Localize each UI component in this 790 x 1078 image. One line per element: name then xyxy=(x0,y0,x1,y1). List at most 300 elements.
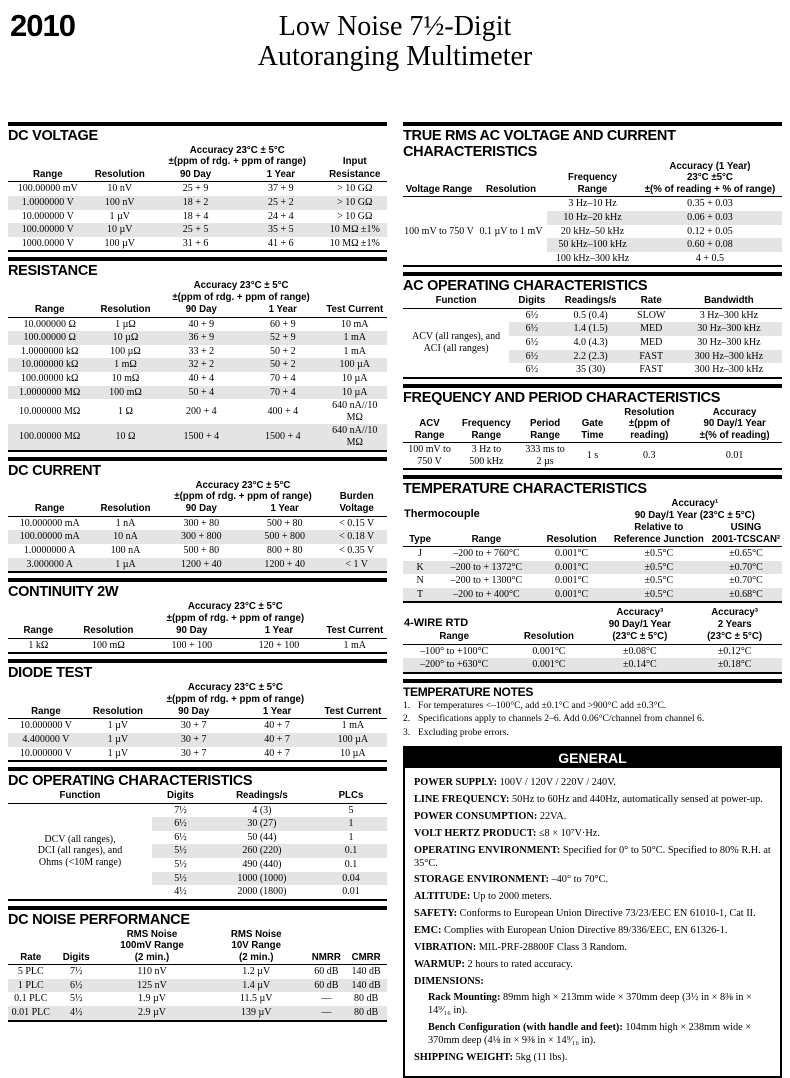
spec-label: VIBRATION: xyxy=(414,941,477,953)
table-cell: > 10 GΩ xyxy=(323,196,387,210)
table-row xyxy=(8,196,387,210)
section-dc-operating xyxy=(8,767,387,901)
table-cell: 1 mA xyxy=(343,639,366,651)
table-row xyxy=(8,733,387,747)
table-cell: 0.60 + 0.08 xyxy=(638,238,782,252)
table-cell: 1 µV xyxy=(107,720,129,732)
table-cell: 300 Hz–300 kHz xyxy=(694,364,764,376)
column-header xyxy=(323,601,387,625)
table-row xyxy=(403,574,782,588)
dc-noise-table xyxy=(8,929,387,1022)
column-header: 90 Day xyxy=(152,706,235,719)
table-cell: — xyxy=(321,993,332,1005)
table-cell: 10 µV xyxy=(88,223,152,237)
table-cell: 1200 + 40 xyxy=(160,558,243,573)
table-cell: 6½ xyxy=(53,979,98,993)
column-header: Accuracy 23°C ± 5°C ±(ppm of rdg. + ppm of range) xyxy=(172,280,310,303)
table-cell: 37 + 9 xyxy=(268,183,294,195)
table-cell: 40 + 4 xyxy=(188,372,215,384)
header-row xyxy=(8,929,387,965)
column-header: Resolution xyxy=(91,503,159,516)
header-row xyxy=(8,706,387,719)
table-cell: 0.001°C xyxy=(532,645,566,657)
table-cell: 1.0000000 V xyxy=(8,196,88,210)
table-row xyxy=(403,546,782,560)
table-row xyxy=(8,223,387,237)
table-cell: 10 mΩ xyxy=(111,372,140,384)
spec-label: POWER CONSUMPTION: xyxy=(414,810,538,822)
table-cell: 5½ xyxy=(174,859,187,871)
general-spec-item: STORAGE ENVIRONMENT: –40° to 70°C. xyxy=(414,874,609,886)
section-title: DC NOISE PERFORMANCE xyxy=(8,911,190,928)
column-header: 4-WIRE RTD xyxy=(404,617,469,630)
table-cell: < 1 V xyxy=(326,558,387,573)
table-cell: 1 kΩ xyxy=(28,639,49,651)
column-header: Accuracy³ 2 Years xyxy=(711,607,759,630)
table-cell: 1 mA xyxy=(323,331,387,345)
table-cell: 50 + 2 xyxy=(269,345,296,357)
table-cell: 640 nA//10 MΩ xyxy=(323,424,387,450)
table-cell: –200° to +630°C xyxy=(403,658,505,673)
dc-operating-table xyxy=(8,790,387,901)
section-title: DC OPERATING CHARACTERISTICS xyxy=(8,773,253,790)
table-cell: 32 + 2 xyxy=(160,358,243,372)
table-cell: 1 xyxy=(348,831,354,843)
table-cell: ±0.5°C xyxy=(608,588,710,603)
table-cell: FAST xyxy=(627,350,676,364)
table-cell: ±0.5°C xyxy=(644,575,674,587)
temperature-note xyxy=(403,727,782,739)
section-true-rms xyxy=(403,122,782,267)
column-header: Period Range xyxy=(517,407,574,443)
header-row xyxy=(403,522,782,546)
header-row xyxy=(403,498,782,522)
table-cell: 24 + 4 xyxy=(268,210,294,222)
table-cell: 10.000000 kΩ xyxy=(8,358,91,372)
table-cell: 100.00000 kΩ xyxy=(20,372,79,384)
column-header: Resolution xyxy=(505,631,592,644)
table-cell: < 0.15 V xyxy=(339,517,375,529)
resistance-table xyxy=(8,280,387,451)
column-header: Range xyxy=(8,625,69,638)
table-cell: 300 + 80 xyxy=(183,517,220,529)
spec-label: SAFETY: xyxy=(414,908,458,920)
table-cell: 11.5 µV xyxy=(239,993,273,1005)
table-cell: 120 + 100 xyxy=(258,639,300,651)
column-header: Gate Time xyxy=(574,407,612,443)
table-cell: 80 dB xyxy=(345,1006,387,1021)
column-header: Accuracy³ 90 Day/1 Year xyxy=(608,607,672,630)
table-cell: ±0.18°C xyxy=(687,658,782,673)
table-cell: 4.0 (4.3) xyxy=(573,336,608,348)
table-cell: 10 µΩ xyxy=(91,331,159,345)
table-cell: 100.00000 mV xyxy=(17,183,78,195)
column-header: Bandwidth xyxy=(676,295,782,308)
column-header: Accuracy (1 Year) 23°C ±5°C ±(% of reading + % of range) xyxy=(638,161,782,197)
table-cell: 3 Hz–10 Hz xyxy=(568,198,617,210)
column-header: 90 Day xyxy=(148,625,235,638)
column-header: PLCs xyxy=(315,790,387,803)
table-cell: 100 + 100 xyxy=(171,639,213,651)
table-cell: 0.001°C xyxy=(536,588,608,603)
table-row xyxy=(8,358,387,372)
table-cell: 2.9 µV xyxy=(99,1006,205,1021)
table-cell: 500 + 80 xyxy=(266,517,303,529)
table-row xyxy=(8,317,387,331)
table-cell: 40 + 7 xyxy=(264,720,290,732)
column-header: Accuracy 23°C ± 5°C ±(ppm of rdg. + ppm of range) xyxy=(166,601,305,624)
column-header xyxy=(8,682,152,706)
rtd-table xyxy=(403,607,782,674)
table-row xyxy=(8,331,387,345)
table-cell: N xyxy=(416,575,424,587)
table-cell: 640 nA//10 MΩ xyxy=(332,400,378,423)
table-cell: 30 + 7 xyxy=(180,720,207,732)
table-cell: 0.001°C xyxy=(536,561,608,575)
column-header xyxy=(323,280,387,304)
spec-label: SHIPPING WEIGHT: xyxy=(414,1051,513,1063)
table-cell: –200 to + 400°C xyxy=(437,588,536,603)
model-number: 2010 xyxy=(10,8,75,43)
table-row xyxy=(403,644,782,658)
column-header: 90 Day xyxy=(152,169,239,182)
column-header: ACV Range xyxy=(403,407,456,443)
table-cell: 10 µA xyxy=(340,747,366,759)
table-row xyxy=(8,372,387,386)
spec-label: POWER SUPPLY: xyxy=(414,777,498,789)
page-title xyxy=(8,4,782,72)
general-header-bar: GENERAL xyxy=(405,748,780,768)
spec-label: DIMENSIONS: xyxy=(414,975,484,987)
table-cell: 0.3 xyxy=(643,449,656,461)
spec-label: LINE FREQUENCY: xyxy=(414,794,510,806)
table-cell: 1.4 (1.5) xyxy=(555,322,627,336)
table-cell: 30 Hz–300 kHz xyxy=(676,322,782,336)
spec-table xyxy=(8,790,387,901)
table-cell: 1 µA xyxy=(91,558,159,573)
section-dc-current xyxy=(8,457,387,574)
section-general xyxy=(403,746,782,1077)
table-cell: 100 kHz–300 kHz xyxy=(555,252,630,264)
section-freq-period xyxy=(403,384,782,471)
table-cell: 10.000000 mA xyxy=(19,517,80,529)
table-cell: 1 µV xyxy=(84,733,152,747)
spec-label: WARMUP: xyxy=(414,958,465,970)
column-header: Test Current xyxy=(319,706,387,719)
table-cell: 50 kHz–100 kHz xyxy=(547,238,638,252)
table-cell: 30 + 7 xyxy=(180,747,207,759)
column-header: 1 Year xyxy=(235,625,322,638)
table-cell: 6½ xyxy=(152,817,209,831)
section-title: TRUE RMS AC VOLTAGE AND CURRENT CHARACTERISTICS xyxy=(403,128,676,160)
column-header: Accuracy 23°C ± 5°C ±(ppm of rdg. + ppm of range) xyxy=(166,682,305,705)
table-cell: J xyxy=(418,547,422,559)
table-cell: ±0.08°C xyxy=(623,645,657,657)
spec-label: OPERATING ENVIRONMENT: xyxy=(414,844,561,856)
column-header: Readings/s xyxy=(555,295,627,308)
column-header: Rate xyxy=(8,929,53,965)
column-header: RMS Noise 10V Range (2 min.) xyxy=(205,929,307,965)
note-text: For temperatures <–100°C, add ±0.1°C and >900°C add ±0.3°C. xyxy=(418,699,667,711)
table-cell: 33 + 2 xyxy=(188,345,215,357)
spec-table xyxy=(8,601,387,654)
header-row xyxy=(403,631,782,644)
section-temperature-notes xyxy=(403,679,782,739)
table-row xyxy=(8,210,387,224)
table-row xyxy=(8,638,387,653)
general-spec-item: Bench Configuration (with handle and feet): 104mm high × 238mm wide × 370mm deep (4⅛ in × 9⅜ in × 14⁹⁄₁₆ in). xyxy=(428,1022,752,1046)
table-cell: DCV (all ranges), DCI (all ranges), and Ohms (<10M range) xyxy=(8,803,152,900)
table-cell: –200 to + 760°C xyxy=(453,547,520,559)
table-cell: 0.06 + 0.03 xyxy=(638,211,782,225)
table-cell: 10 MΩ ±1% xyxy=(323,223,387,237)
page-title-line2: Autoranging Multimeter xyxy=(257,41,533,73)
note-number: 1. xyxy=(403,699,411,711)
table-cell: 400 + 4 xyxy=(267,405,299,417)
ac-operating-table xyxy=(403,295,782,378)
table-cell: 100 µA xyxy=(323,358,387,372)
column-header: Resolution ±(ppm of reading) xyxy=(611,407,687,443)
general-spec-item: ALTITUDE: Up to 2000 meters. xyxy=(414,891,552,903)
spec-table xyxy=(403,161,782,267)
table-cell: 200 + 4 xyxy=(185,405,217,417)
spec-table xyxy=(8,682,387,762)
table-cell: 10 nV xyxy=(107,183,133,195)
column-header: Resolution xyxy=(475,161,547,197)
table-cell: ±0.5°C xyxy=(644,547,674,559)
table-row xyxy=(8,747,387,762)
table-cell: ±0.5°C xyxy=(608,561,710,575)
table-cell: ±0.70°C xyxy=(729,575,763,587)
spec-label: STORAGE ENVIRONMENT: xyxy=(414,874,549,886)
table-cell: 80 dB xyxy=(354,993,379,1005)
table-cell: 10 Hz–20 kHz xyxy=(547,211,638,225)
column-header: Function xyxy=(8,790,152,803)
column-header: CMRR xyxy=(345,929,387,965)
table-cell: 5½ xyxy=(69,993,83,1005)
general-spec-item: LINE FREQUENCY: 50Hz to 60Hz and 440Hz, automatically sensed at power-up. xyxy=(414,794,763,806)
spec-table xyxy=(403,295,782,378)
table-cell: 7½ xyxy=(174,804,187,816)
table-cell: 1 nA xyxy=(115,517,136,529)
temperature-note xyxy=(403,713,782,725)
table-cell: 25 + 2 xyxy=(239,196,322,210)
table-cell: 40 + 7 xyxy=(264,747,290,759)
table-cell: 41 + 6 xyxy=(268,237,294,249)
column-header: Rate xyxy=(627,295,676,308)
table-row xyxy=(8,992,387,1006)
section-dc-voltage xyxy=(8,122,387,252)
table-cell: 1 µΩ xyxy=(115,318,136,330)
page-title-line1: Low Noise 7½-Digit xyxy=(278,11,512,42)
table-cell: 6½ xyxy=(525,309,539,321)
table-row xyxy=(8,719,387,733)
column-header: Input xyxy=(342,156,367,168)
column-header: Range xyxy=(8,503,91,516)
section-dc-noise xyxy=(8,906,387,1022)
column-header: Voltage xyxy=(326,503,387,516)
table-cell: 1 µV xyxy=(109,210,131,222)
note-text: Excluding probe errors. xyxy=(418,726,509,738)
table-cell: — xyxy=(307,1006,345,1021)
column-header: Accuracy 90 Day/1 Year ±(% of reading) xyxy=(687,407,782,443)
column-header: 90 Day xyxy=(160,304,243,317)
table-cell: 0.1 µV to 1 mV xyxy=(475,197,547,266)
left-column xyxy=(8,122,387,1078)
thermocouple-table xyxy=(403,498,782,603)
table-row xyxy=(8,558,387,573)
freq-period-table xyxy=(403,407,782,471)
table-cell: 2000 (1800) xyxy=(237,886,287,898)
table-cell: 500 + 80 xyxy=(183,545,220,557)
table-cell: 18 + 2 xyxy=(152,196,239,210)
table-cell: 1 mΩ xyxy=(91,358,159,372)
table-cell: 100 mΩ xyxy=(91,386,159,400)
table-row xyxy=(8,803,387,817)
table-cell: 0.35 + 0.03 xyxy=(687,198,733,210)
table-cell: FAST xyxy=(639,364,664,376)
column-header: (23°C ± 5°C) xyxy=(687,631,782,644)
table-cell: > 10 GΩ xyxy=(337,183,373,195)
spec-table xyxy=(8,280,387,451)
table-cell: 60 + 9 xyxy=(269,318,296,330)
column-header: Resolution xyxy=(69,625,149,638)
column-header xyxy=(8,145,152,169)
header-row xyxy=(8,503,387,516)
table-cell: 100 µΩ xyxy=(110,345,141,357)
column-header: 1 Year xyxy=(243,503,326,516)
column-header: NMRR xyxy=(307,929,345,965)
table-cell: 6½ xyxy=(174,831,187,843)
column-header: Range xyxy=(8,169,88,182)
table-cell: 0.001°C xyxy=(555,575,589,587)
table-row xyxy=(8,182,387,196)
general-spec-item: VOLT HERTZ PRODUCT: ≤8 × 10⁷V·Hz. xyxy=(414,827,600,839)
table-cell: 1000.0000 V xyxy=(21,237,74,249)
column-header: Resolution xyxy=(88,169,152,182)
masthead xyxy=(8,4,782,122)
table-cell: 6½ xyxy=(525,364,539,376)
general-spec-item: EMC: Complies with European Union Directive 89/336/EEC, EN 61326-1. xyxy=(414,924,728,936)
table-cell: 0.04 xyxy=(315,872,387,886)
table-cell: 300 Hz–300 kHz xyxy=(676,350,782,364)
column-header: USING 2001-TCSCAN² xyxy=(711,522,781,545)
spec-table xyxy=(403,607,782,674)
table-cell: > 10 GΩ xyxy=(337,210,373,222)
table-cell: –200 to + 1372°C xyxy=(437,561,536,575)
table-cell: 50 + 2 xyxy=(243,358,323,372)
column-header: Function xyxy=(403,295,509,308)
two-column-layout xyxy=(8,122,782,1078)
column-header: Test Current xyxy=(323,304,387,317)
table-row xyxy=(403,588,782,603)
table-cell: 100 mV to 750 V xyxy=(403,197,475,266)
table-cell: 100.00000 mA xyxy=(8,530,91,544)
spec-label: Rack Mounting: xyxy=(428,992,501,1004)
column-header: Thermocouple xyxy=(404,508,480,521)
table-cell: 100.00000 Ω xyxy=(8,331,91,345)
column-header: Accuracy 23°C ± 5°C ±(ppm of rdg. + ppm of range) xyxy=(174,479,312,502)
header-row xyxy=(403,607,782,631)
table-cell: 260 (220) xyxy=(209,844,315,858)
table-cell: 0.1 xyxy=(315,844,387,858)
table-cell: 4½ xyxy=(53,1006,98,1021)
table-cell: 1 mA xyxy=(341,720,365,732)
spec-table xyxy=(8,480,387,574)
header-row xyxy=(403,161,782,197)
table-cell: 5½ xyxy=(152,872,209,886)
table-row xyxy=(403,561,782,575)
table-cell: ±0.70°C xyxy=(710,561,782,575)
table-cell: 30 (27) xyxy=(209,817,315,831)
column-header: Burden xyxy=(339,490,374,502)
table-cell: 25 + 9 xyxy=(182,183,209,195)
dc-voltage-table xyxy=(8,145,387,252)
table-cell: 10.000000 V xyxy=(19,747,72,759)
table-cell: 1.0000000 MΩ xyxy=(8,386,91,400)
table-cell: 35 (30) xyxy=(575,364,606,376)
table-cell: SLOW xyxy=(637,309,666,321)
note-text: Specifications apply to channels 2–6. Add 0.06°C/channel from channel 6. xyxy=(418,713,705,725)
table-cell: 31 + 6 xyxy=(182,237,209,249)
column-header: 1 Year xyxy=(235,706,318,719)
table-cell: 1.0000000 kΩ xyxy=(20,345,79,357)
table-cell: 0.01 PLC xyxy=(8,1006,53,1021)
column-header xyxy=(8,280,160,304)
table-cell: 0.01 xyxy=(342,886,360,898)
table-cell: 10 µA xyxy=(323,386,387,400)
header-row xyxy=(8,682,387,706)
table-row xyxy=(8,544,387,558)
section-resistance xyxy=(8,257,387,451)
spec-table xyxy=(8,145,387,252)
table-cell: 1 PLC xyxy=(8,979,53,993)
table-cell: 35 + 5 xyxy=(239,223,322,237)
table-cell: 10 mA xyxy=(341,318,369,330)
section-title: RESISTANCE xyxy=(8,263,98,280)
table-cell: 4 + 0.5 xyxy=(695,252,725,264)
column-header: Range xyxy=(403,631,505,644)
table-cell: < 0.35 V xyxy=(339,545,375,557)
spec-label: Bench Configuration (with handle and feet): xyxy=(428,1022,623,1034)
table-cell: 139 µV xyxy=(205,1006,307,1021)
table-cell: 4 (3) xyxy=(252,804,272,816)
table-cell: 1.0000000 A xyxy=(23,545,76,557)
header-row xyxy=(8,480,387,504)
table-cell: 100.00000 MΩ xyxy=(8,424,91,450)
header-row xyxy=(403,295,782,308)
header-row xyxy=(8,790,387,803)
table-cell: 70 + 4 xyxy=(243,386,323,400)
table-cell: 100 mΩ xyxy=(92,639,125,651)
table-row xyxy=(8,965,387,979)
table-cell: 100 nV xyxy=(88,196,152,210)
table-cell: 110 nV xyxy=(137,966,167,978)
table-row xyxy=(8,386,387,400)
table-cell: 1 mA xyxy=(343,345,367,357)
table-cell: K xyxy=(403,561,437,575)
table-cell: 5½ xyxy=(152,844,209,858)
table-cell: 1.9 µV xyxy=(138,993,166,1005)
temperature-notes-list xyxy=(403,700,782,739)
table-cell: 100 µV xyxy=(104,237,136,249)
table-cell: 1.2 µV xyxy=(242,966,271,978)
table-cell: 3 Hz–300 kHz xyxy=(699,309,759,321)
spec-table xyxy=(403,498,782,603)
table-cell: 30 + 7 xyxy=(152,733,235,747)
table-cell: 3 Hz to 500 kHz xyxy=(469,444,504,467)
table-cell: 100 µA xyxy=(319,733,387,747)
